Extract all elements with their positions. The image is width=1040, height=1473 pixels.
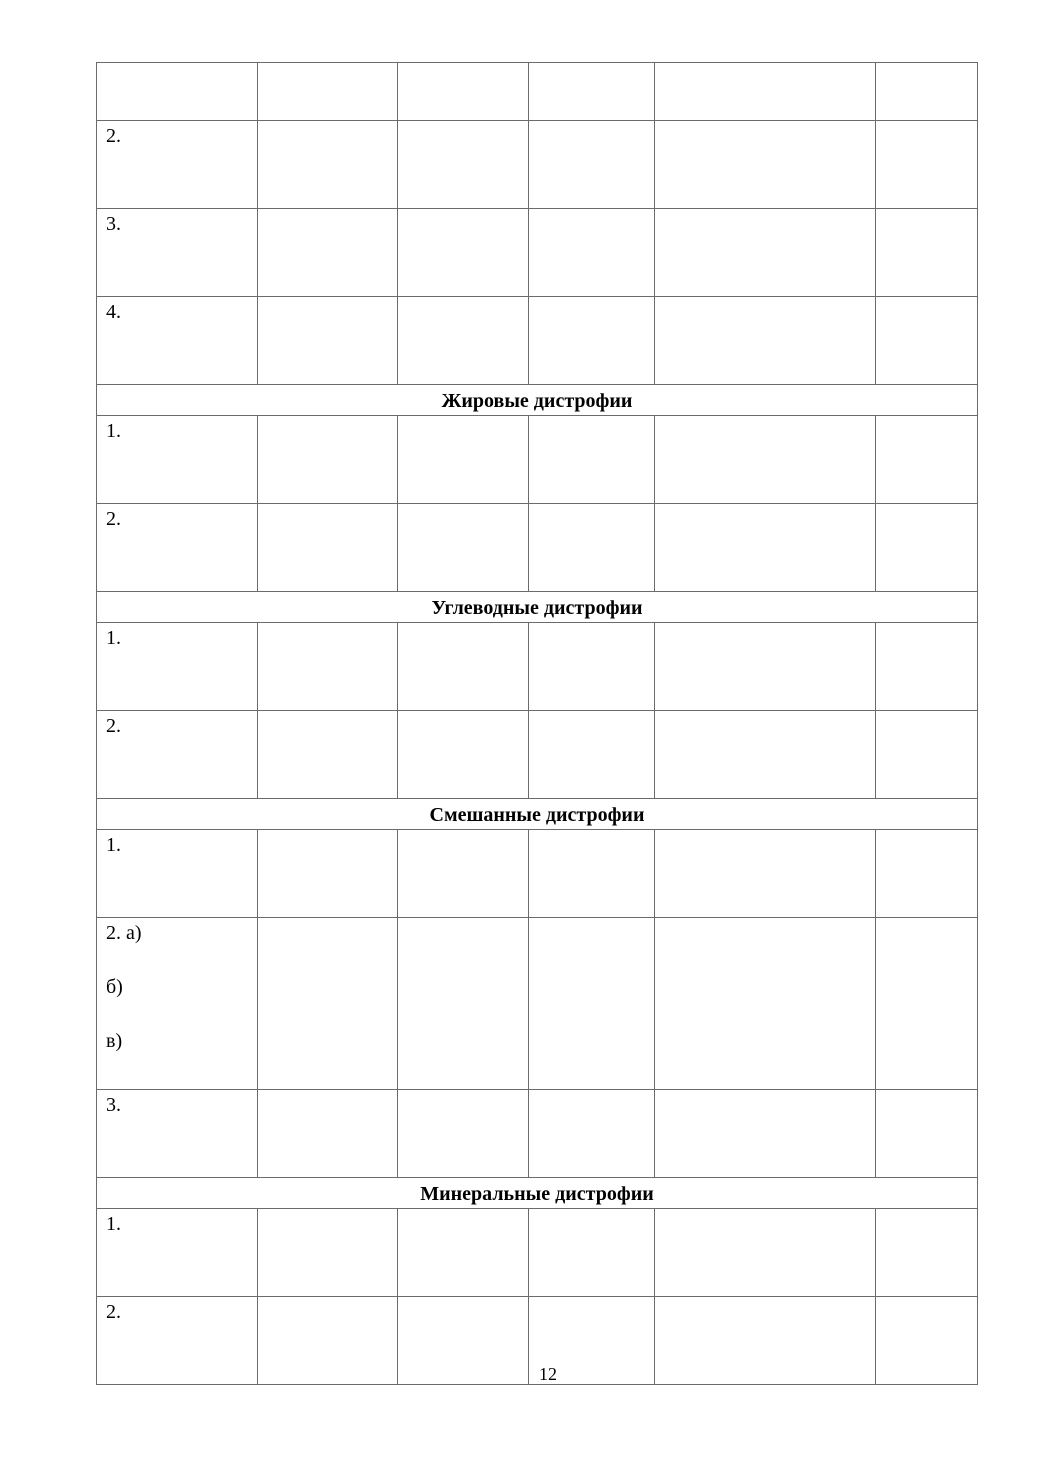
- section-title-fat: Жировые дистрофии: [97, 385, 978, 416]
- table-cell: [655, 297, 876, 385]
- section-header-row: [97, 799, 978, 830]
- table-cell: [655, 504, 876, 592]
- table-cell: [876, 416, 978, 504]
- page-number: 12: [539, 1364, 557, 1384]
- table-cell: [258, 209, 398, 297]
- row-number: 1.: [97, 623, 258, 711]
- table-cell: [529, 209, 655, 297]
- table-cell: [655, 623, 876, 711]
- table-cell: [876, 830, 978, 918]
- row-number: 3.: [97, 209, 258, 297]
- table-row: [97, 1090, 978, 1178]
- table-cell: [876, 711, 978, 799]
- table-cell: [398, 63, 529, 121]
- table-cell: [655, 918, 876, 1090]
- table-cell: [655, 209, 876, 297]
- table-cell: [655, 830, 876, 918]
- table-cell: [398, 1090, 529, 1178]
- table-cell: [876, 1209, 978, 1297]
- table-cell: [398, 623, 529, 711]
- table-cell: [398, 830, 529, 918]
- table-cell: [258, 297, 398, 385]
- sub-item-b: б): [106, 976, 123, 998]
- section-header-row: [97, 592, 978, 623]
- table-cell: [655, 416, 876, 504]
- table-cell: [876, 1090, 978, 1178]
- table-cell: [529, 297, 655, 385]
- table-cell: [258, 1090, 398, 1178]
- row-number: 2.: [97, 711, 258, 799]
- table-cell: [529, 121, 655, 209]
- row-number: 2.: [97, 504, 258, 592]
- row-number: 1.: [97, 416, 258, 504]
- table-cell: [529, 1090, 655, 1178]
- table-cell: [529, 63, 655, 121]
- table-cell: [258, 504, 398, 592]
- table-cell: [398, 711, 529, 799]
- row-number: 4.: [97, 297, 258, 385]
- sub-item-a: 2. а): [106, 922, 142, 944]
- table-cell: [258, 918, 398, 1090]
- table-cell: [258, 830, 398, 918]
- table-row: [97, 63, 978, 121]
- table-row: [97, 297, 978, 385]
- table-cell: [258, 63, 398, 121]
- table-cell: [876, 918, 978, 1090]
- sub-item-c: в): [106, 1030, 123, 1052]
- row-number: 2.: [97, 1297, 258, 1385]
- table-cell: [398, 1209, 529, 1297]
- table-cell: [876, 504, 978, 592]
- table-row: [97, 711, 978, 799]
- table-row: [97, 209, 978, 297]
- section-title-mineral: Минеральные дистрофии: [97, 1178, 978, 1209]
- table-cell: [876, 121, 978, 209]
- table-cell: [655, 63, 876, 121]
- table-cell: [97, 63, 258, 121]
- row-number-multi: [97, 918, 258, 1090]
- table-cell: [529, 830, 655, 918]
- table-cell: [529, 1209, 655, 1297]
- section-title-carbohydrate: Углеводные дистрофии: [97, 592, 978, 623]
- table-row: [97, 121, 978, 209]
- table-cell: [655, 1090, 876, 1178]
- row-number: 1.: [97, 830, 258, 918]
- table-cell: [529, 711, 655, 799]
- table-cell: [398, 209, 529, 297]
- table-row: [97, 504, 978, 592]
- table-cell: [876, 63, 978, 121]
- row-number: 1.: [97, 1209, 258, 1297]
- table-cell: [398, 121, 529, 209]
- table-cell: [398, 504, 529, 592]
- table-cell: [876, 297, 978, 385]
- table-cell: [258, 623, 398, 711]
- table-cell: [655, 1209, 876, 1297]
- table-cell: [529, 504, 655, 592]
- table-row: [97, 918, 978, 1090]
- table-cell: [398, 297, 529, 385]
- table-cell: [258, 416, 398, 504]
- dystrophy-table: [96, 62, 978, 1385]
- section-header-row: [97, 385, 978, 416]
- row-number: 3.: [97, 1090, 258, 1178]
- section-title-mixed: Смешанные дистрофии: [97, 799, 978, 830]
- table-cell: [258, 711, 398, 799]
- table-row: [97, 416, 978, 504]
- table-cell: [876, 209, 978, 297]
- table-cell: [655, 711, 876, 799]
- table-row: [97, 830, 978, 918]
- table-cell: [529, 918, 655, 1090]
- table-cell: [398, 918, 529, 1090]
- table-row: [97, 1209, 978, 1297]
- table-cell: [398, 416, 529, 504]
- table-cell: [529, 416, 655, 504]
- table-cell: [258, 121, 398, 209]
- row-number: 2.: [97, 121, 258, 209]
- table-cell: [655, 121, 876, 209]
- table-cell: [529, 623, 655, 711]
- table-cell: [258, 1209, 398, 1297]
- table-row: [97, 623, 978, 711]
- section-header-row: [97, 1178, 978, 1209]
- table-cell: [876, 623, 978, 711]
